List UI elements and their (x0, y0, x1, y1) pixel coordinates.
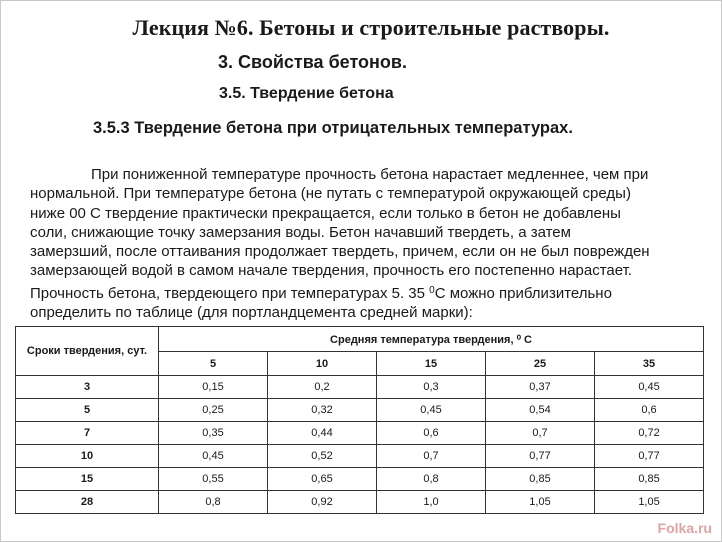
value-cell: 0,25 (159, 399, 268, 422)
table-row (16, 445, 704, 468)
lecture-title: Лекция №6. Бетоны и строительные растворы. (132, 15, 610, 40)
temperature-group-header: Средняя температура твердения, ⁰ С (159, 327, 704, 352)
value-cell: 0,77 (595, 445, 704, 468)
paragraph-line: ниже 00 С твердение практически прекращается, если только в бетон не добавлены (30, 204, 621, 222)
value-cell: 0,85 (486, 468, 595, 491)
table-row (16, 491, 704, 514)
days-cell: 15 (16, 468, 159, 491)
temperature-header: 25 (486, 352, 595, 376)
value-cell: 0,7 (486, 422, 595, 445)
body-paragraph (30, 165, 702, 322)
table-row (16, 376, 704, 399)
paragraph-line: нормальной. При температуре бетона (не путать с температурой окружающей среды) (30, 185, 631, 203)
value-cell: 0,44 (268, 422, 377, 445)
value-cell: 1,0 (377, 491, 486, 514)
value-cell: 0,77 (486, 445, 595, 468)
value-cell: 0,8 (159, 491, 268, 514)
strength-table (15, 326, 704, 514)
paragraph-text: Прочность бетона, твердеющего при температурах 5. 35 (30, 284, 430, 302)
value-cell: 1,05 (486, 491, 595, 514)
days-cell: 28 (16, 491, 159, 514)
row-header-cell: Сроки твердения, сут. (16, 327, 159, 376)
days-cell: 5 (16, 399, 159, 422)
value-cell: 0,37 (486, 376, 595, 399)
value-cell: 0,55 (159, 468, 268, 491)
days-cell: 3 (16, 376, 159, 399)
value-cell: 1,05 (595, 491, 704, 514)
value-cell: 0,45 (595, 376, 704, 399)
paragraph-line: При пониженной температуре прочность бетона нарастает медленнее, чем при (91, 166, 649, 183)
days-cell: 7 (16, 422, 159, 445)
subsection-heading: 3.5. Твердение бетона (219, 85, 394, 102)
watermark: Folka.ru (657, 520, 712, 536)
temperature-header: 35 (595, 352, 704, 376)
paragraph-line (30, 281, 702, 303)
table-row (16, 468, 704, 491)
sub-subsection-heading: 3.5.3 Твердение бетона при отрицательных температурах. (93, 119, 573, 137)
value-cell: 0,54 (486, 399, 595, 422)
days-cell: 10 (16, 445, 159, 468)
value-cell: 0,45 (377, 399, 486, 422)
value-cell: 0,45 (159, 445, 268, 468)
value-cell: 0,32 (268, 399, 377, 422)
value-cell: 0,2 (268, 376, 377, 399)
value-cell: 0,65 (268, 468, 377, 491)
value-cell: 0,52 (268, 445, 377, 468)
value-cell: 0,85 (595, 468, 704, 491)
section-heading: 3. Свойства бетонов. (218, 52, 407, 72)
degree-superscript: 0 (429, 284, 435, 296)
table-row (16, 422, 704, 445)
temperature-header: 10 (268, 352, 377, 376)
paragraph-line: соли, снижающие точку замерзания воды. Бетон начавший твердеть, а затем (30, 223, 571, 241)
paragraph-line: определить по таблице (для портландцемента средней марки): (30, 304, 473, 322)
value-cell: 0,3 (377, 376, 486, 399)
value-cell: 0,7 (377, 445, 486, 468)
value-cell: 0,6 (595, 399, 704, 422)
value-cell: 0,72 (595, 422, 704, 445)
table-row (16, 399, 704, 422)
paragraph-text: С можно приблизительно (434, 284, 612, 302)
value-cell: 0,6 (377, 422, 486, 445)
paragraph-line: замерзший, после оттаивания продолжает твердеть, причем, если он не был поврежден (30, 243, 650, 261)
value-cell: 0,8 (377, 468, 486, 491)
paragraph-line: замерзающей водой в самом начале твердения, прочность его постепенно нарастает. (30, 262, 632, 280)
temperature-header: 15 (377, 352, 486, 376)
value-cell: 0,35 (159, 422, 268, 445)
temperature-header: 5 (159, 352, 268, 376)
value-cell: 0,15 (159, 376, 268, 399)
value-cell: 0,92 (268, 491, 377, 514)
